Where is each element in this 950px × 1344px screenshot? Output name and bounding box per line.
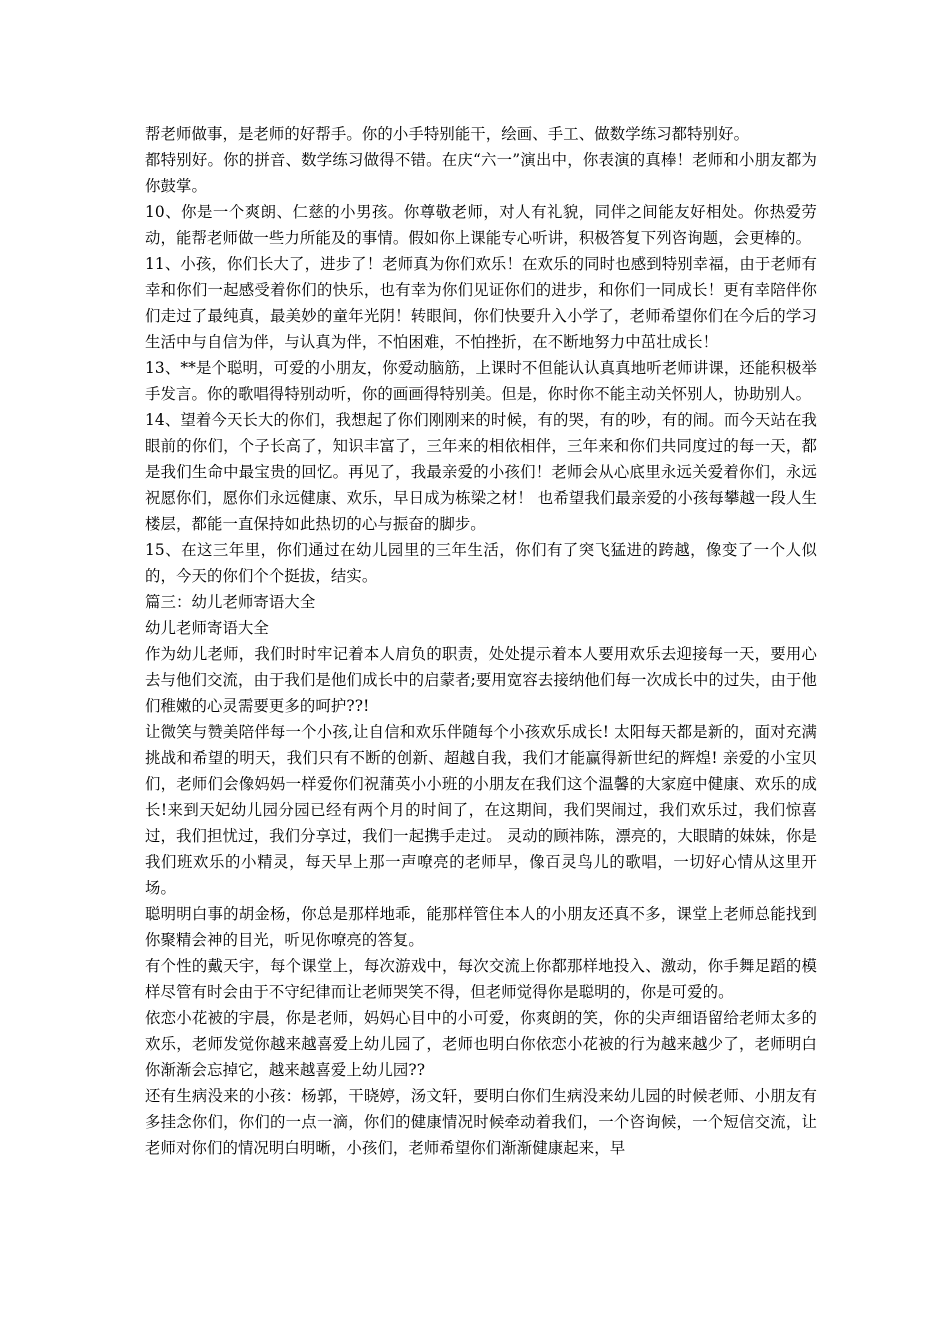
paragraph: 15、在这三年里，你们通过在幼儿园里的三年生活，你们有了突飞猛进的跨越，像变了一个人似的，今天的你们个个挺拔，结实。: [145, 541, 817, 585]
paragraph: 帮老师做事，是老师的好帮手。你的小手特别能干，绘画、手工、做数学练习都特别好。: [145, 125, 750, 143]
paragraph: 依恋小花被的宇晨，你是老师，妈妈心目中的小可爱，你爽朗的笑，你的尖声细语留给老师太多的欢乐，老师发觉你越来越喜爱上幼儿园了，老师也明白你依恋小花被的行为越来越少了，老师明白你渐渐会忘掉它，越来越喜爱上幼儿园??: [145, 1009, 817, 1079]
paragraph: 聪明明白事的胡金杨，你总是那样地乖，能那样管住本人的小朋友还真不多，课堂上老师总能找到你聚精会神的目光，听见你嘹亮的答复。: [145, 905, 817, 949]
section-heading: 篇三：幼儿老师寄语大全: [145, 593, 316, 611]
paragraph: 有个性的戴天宇，每个课堂上，每次游戏中，每次交流上你都那样地投入、激动，你手舞足蹈的模样尽管有时会由于不守纪律而让老师哭笑不得，但老师觉得你是聪明的，你是可爱的。: [145, 957, 817, 1001]
paragraph: 11、小孩，你们长大了，进步了！老师真为你们欢乐！在欢乐的同时也感到特别幸福，由于老师有幸和你们一起感受着你们的快乐，也有幸为你们见证你们的进步，和你们一同成长！更有幸陪伴你们走过了最纯真，最美妙的童年光阴！转眼间，你们快要升入小学了，老师希望你们在今后的学习生活中与自信为伴，与认真为伴，不怕困难，不怕挫折，在不断地努力中茁壮成长！: [145, 255, 817, 351]
paragraph: 作为幼儿老师，我们时时牢记着本人肩负的职责，处处提示着本人要用欢乐去迎接每一天，要用心去与他们交流，由于我们是他们成长中的启蒙者;要用宽容去接纳他们每一次成长中的过失，由于他们稚嫩的心灵需要更多的呵护??!: [145, 645, 817, 715]
paragraph: 14、望着今天长大的你们，我想起了你们刚刚来的时候，有的哭，有的吵，有的闹。而今天站在我眼前的你们，个子长高了，知识丰富了，三年来的相依相伴，三年来和你们共同度过的每一天，都是我们生命中最宝贵的回忆。再见了，我最亲爱的小孩们！老师会从心底里永远关爱着你们，永远祝愿你们，愿你们永远健康、欢乐，早日成为栋梁之材！ 也希望我们最亲爱的小孩每攀越一段人生楼层，都能一直保持如此热切的心与振奋的脚步。: [145, 411, 817, 533]
paragraph: 13、**是个聪明，可爱的小朋友，你爱动脑筋，上课时不但能认认真真地听老师讲课，还能积极举手发言。你的歌唱得特别动听，你的画画得特别美。但是，你时你不能主动关怀别人，协助别人。: [145, 359, 817, 403]
document-body: [145, 121, 817, 1161]
paragraph: 还有生病没来的小孩：杨郭，干晓婷，汤文轩，要明白你们生病没来幼儿园的时候老师、小朋友有多挂念你们，你们的一点一滴，你们的健康情况时候牵动着我们，一个咨询候，一个短信交流，让老师对你们的情况明白明晰，小孩们，老师希望你们渐渐健康起来，早: [145, 1087, 817, 1157]
section-title: 幼儿老师寄语大全: [145, 619, 269, 637]
paragraph: 让微笑与赞美陪伴每一个小孩,让自信和欢乐伴随每个小孩欢乐成长! 太阳每天都是新的，面对充满挑战和希望的明天，我们只有不断的创新、超越自我，我们才能赢得新世纪的辉煌! 亲爱的小宝贝们，老师们会像妈妈一样爱你们祝蒲英小小班的小朋友在我们这个温馨的大家庭中健康、欢乐的成长!来到天妃幼儿园分园已经有两个月的时间了，在这期间，我们哭闹过，我们欢乐过，我们惊喜过，我们担忧过，我们分享过，我们一起携手走过。 灵动的顾祎陈，漂亮的，大眼睛的妹妹，你是我们班欢乐的小精灵，每天早上那一声嘹亮的老师早，像百灵鸟儿的歌唱，一切好心情从这里开场。: [145, 723, 817, 897]
paragraph: 10、你是一个爽朗、仁慈的小男孩。你尊敬老师，对人有礼貌，同伴之间能友好相处。你热爱劳动，能帮老师做一些力所能及的事情。假如你上课能专心听讲，积极答复下列咨询题，会更棒的。: [145, 203, 817, 247]
paragraph: 都特别好。你的拼音、数学练习做得不错。在庆“六一”演出中，你表演的真棒！老师和小朋友都为你鼓掌。: [145, 151, 817, 195]
